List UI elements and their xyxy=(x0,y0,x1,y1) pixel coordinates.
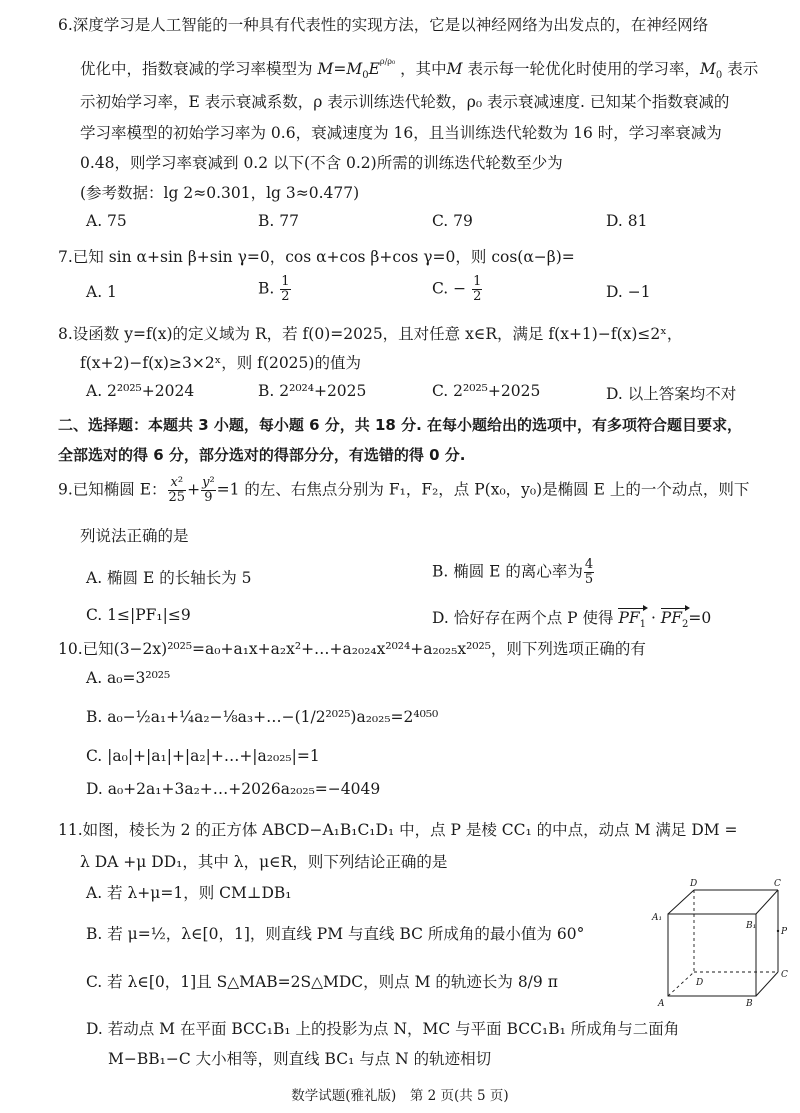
vertex-label: A₁ xyxy=(652,913,663,923)
denominator: 5 xyxy=(584,572,594,587)
q7-option-c-label: C. − xyxy=(432,279,467,298)
q9-option-d-label: D. 恰好存在两个点 P 使得 xyxy=(432,609,614,627)
vertex-label: B₁ xyxy=(746,921,757,931)
q7-option-d: D. −1 xyxy=(606,283,651,301)
vertex-label: C xyxy=(781,970,788,980)
q8-option-a: A. 2²⁰²⁵+2024 xyxy=(86,382,195,400)
q7-option-b xyxy=(258,275,292,304)
q6-option-a: A. 75 xyxy=(86,212,127,230)
fraction xyxy=(280,275,290,304)
q9-text: =1 的左、右焦点分别为 F₁，F₂，点 P(x₀，y₀)是椭圆 E 上的一个动点，则下 xyxy=(216,480,750,499)
q6-text: ，其中 xyxy=(400,60,447,78)
q9-option-a: A. 椭圆 E 的长轴长为 5 xyxy=(86,569,252,587)
denominator: 2 xyxy=(473,289,482,304)
q6-line-1: 6.深度学习是人工智能的一种具有代表性的实现方法，它是以神经网络为出发点的，在神经网络 xyxy=(58,16,709,34)
vertex-label: A xyxy=(658,999,665,1009)
q10-option-b: B. a₀−½a₁+¼a₂−⅛a₃+…−(1/2²⁰²⁵)a₂₀₂₅=2⁴⁰⁵⁰ xyxy=(86,708,439,726)
q7-line-1: 7.已知 sin α+sin β+sin γ=0，cos α+cos β+cos γ=0，则 cos(α−β)= xyxy=(58,248,575,266)
q6-formula: $M=M_0E^{\rho/\rho_0}$ xyxy=(317,57,396,82)
q8-option-b: B. 2²⁰²⁴+2025 xyxy=(258,382,367,400)
numerator: 1 xyxy=(281,274,290,289)
q9-option-d-end: =0 xyxy=(688,609,712,627)
q11-option-b: B. 若 μ=½，λ∈[0，1]，则直线 PM 与直线 BC 所成角的最小值为 60° xyxy=(86,925,585,943)
fraction xyxy=(168,476,187,505)
q10-line-1: 10.已知(3−2x)²⁰²⁵=a₀+a₁x+a₂x²+…+a₂₀₂₄x²⁰²⁴+a₂₀₂₅x²⁰²⁵，则下列选项正确的有 xyxy=(58,640,646,658)
numerator: 4 xyxy=(584,557,594,572)
q8-option-d: D. 以上答案均不对 xyxy=(606,385,737,403)
q8-line-2: f(x+2)−f(x)≥3×2ˣ，则 f(2025)的值为 xyxy=(80,354,361,372)
fraction xyxy=(584,558,594,587)
edge xyxy=(668,890,694,914)
q11-line-1 xyxy=(58,818,738,840)
vertex-label: D xyxy=(696,978,704,988)
q6-line-6: (参考数据：lg 2≈0.301，lg 3≈0.477) xyxy=(80,184,360,202)
q11-option-d-cont: M−BB₁−C 大小相等，则直线 BC₁ 与点 N 的轨迹相切 xyxy=(108,1050,492,1068)
q7-option-b-label: B. xyxy=(258,279,275,298)
q11-option-d: D. 若动点 M 在平面 BCC₁B₁ 上的投影为点 N，MC 与平面 BCC₁B₁ 所成角与二面角 xyxy=(86,1020,680,1038)
q9-option-b-label: B. 椭圆 E 的离心率为 xyxy=(432,562,583,581)
q6-text: 表示 xyxy=(727,60,759,78)
numerator: x² xyxy=(168,476,187,491)
q6-line-5: 0.48，则学习率衰减到 0.2 以下(不含 0.2)所需的训练迭代轮数至少为 xyxy=(80,154,563,172)
q11-text: 11.如图，棱长为 2 的正方体 ABCD−A₁B₁C₁D₁ 中，点 P 是棱 CC₁ 的中点，动点 M 满足 xyxy=(58,821,687,839)
q9-line-1: 9.已知椭圆 E： $\frac{\text{x²}}{25}$ + $\frac{\text{y²}}{9}$ =1 的左、右焦点分别为 F₁，F₂，点 P(x₀，y₀)是椭圆 E 上的一个动点，则下 xyxy=(58,475,750,505)
vertex-label: P xyxy=(781,927,788,937)
q7-option-a: A. 1 xyxy=(86,283,117,301)
q6-line-3: 示初始学习率，E 表示衰减系数，ρ 表示训练迭代轮数，ρ₀ 表示衰减速度. 已知某个指数衰减的 xyxy=(80,93,730,111)
page-footer: 数学试题(雅礼版) 第 2 页(共 5 页) xyxy=(291,1088,509,1104)
q9-option-c: C. 1≤|PF₁|≤9 xyxy=(86,606,191,624)
q6-option-c: C. 79 xyxy=(432,212,473,230)
point-p xyxy=(777,930,779,932)
q6-text: 表示每一轮优化时使用的学习率， xyxy=(467,60,700,78)
numerator: y² xyxy=(202,475,215,490)
q11-option-c: C. 若 λ∈[0，1]且 S△MAB=2S△MDC，则点 M 的轨迹长为 8/9 π xyxy=(86,973,558,991)
fraction xyxy=(472,275,482,304)
q6-option-b: B. 77 xyxy=(258,212,299,230)
vector-pf2: $PF_2$ xyxy=(660,609,689,631)
cube-figure xyxy=(650,878,800,1013)
q11-text: DM = xyxy=(691,821,738,839)
q6-text: 优化中，指数衰减的学习率模型为 xyxy=(80,60,313,78)
q9-line-2: 列说法正确的是 xyxy=(80,527,189,545)
q11-option-a: A. 若 λ+μ=1，则 CM⊥DB₁ xyxy=(86,884,292,902)
denominator: 25 xyxy=(168,490,186,505)
fraction xyxy=(201,476,216,505)
q9-text: 9.已知椭圆 E： xyxy=(58,480,167,499)
q10-option-d: D. a₀+2a₁+3a₂+…+2026a₂₀₂₅=−4049 xyxy=(86,780,381,798)
vertex-label: B xyxy=(746,999,753,1009)
vertex-label: C xyxy=(774,879,781,889)
section-2-heading: 二、选择题：本题共 3 小题，每小题 6 分，共 18 分. 在每小题给出的选项中，有多项符合题目要求， xyxy=(58,416,743,434)
numerator: 1 xyxy=(473,274,482,289)
vertex-label: D xyxy=(690,879,698,889)
section-2-heading-cont: 全部选对的得 6 分，部分选对的得部分分，有选错的得 0 分. xyxy=(58,446,466,464)
edge xyxy=(756,890,778,914)
q6-line-2: 优化中，指数衰减的学习率模型为 $M=M_0E^{\rho/\rho_0}$ ，其中M 表示每一轮优化时使用的学习率，$M_0$ 表示 xyxy=(80,57,759,82)
q9-option-d: D. 恰好存在两个点 P 使得 $PF_1 \cdot PF_2=0$ xyxy=(432,609,712,631)
denominator: 2 xyxy=(281,289,290,304)
q10-option-c: C. |a₀|+|a₁|+|a₂|+…+|a₂₀₂₅|=1 xyxy=(86,747,320,765)
q10-option-a: A. a₀=3²⁰²⁵ xyxy=(86,669,171,687)
q8-option-c: C. 2²⁰²⁵+2025 xyxy=(432,382,541,400)
q6-line-4: 学习率模型的初始学习率为 0.6，衰减速度为 16，且当训练迭代轮数为 16 时，学习率衰减为 xyxy=(80,124,722,142)
vector-pf1: $PF_1$ xyxy=(618,609,647,631)
q6-option-d: D. 81 xyxy=(606,212,648,230)
hidden-edge xyxy=(668,972,694,996)
q7-option-c xyxy=(432,275,483,304)
denominator: 9 xyxy=(204,490,213,505)
edge xyxy=(756,972,778,996)
q8-line-1: 8.设函数 y=f(x)的定义域为 R，若 f(0)=2025，且对任意 x∈R，满足 f(x+1)−f(x)≤2ˣ， xyxy=(58,325,683,343)
q9-option-b xyxy=(432,558,595,587)
q11-line-2: λ DA +μ DD₁，其中 λ，μ∈R，则下列结论正确的是 xyxy=(80,853,448,871)
